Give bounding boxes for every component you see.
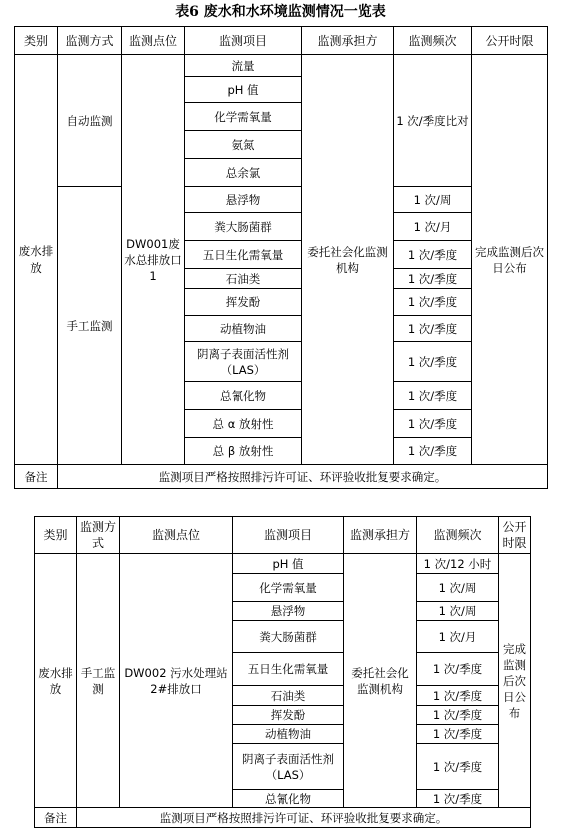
- item-cell: 粪大肠菌群: [185, 213, 302, 241]
- item-cell: 挥发酚: [233, 706, 344, 725]
- item-cell: 悬浮物: [233, 602, 344, 621]
- freq-cell: 1 次/季度: [417, 653, 499, 686]
- method-cell: 手工监测: [77, 554, 120, 808]
- header-cell: 类别: [35, 517, 77, 554]
- item-cell: 氨氮: [185, 131, 302, 159]
- item-cell: 化学需氧量: [185, 103, 302, 131]
- header-cell: 监测方式: [77, 517, 120, 554]
- item-cell: 总余氯: [185, 159, 302, 187]
- note-label: 备注: [35, 808, 77, 828]
- freq-cell: 1 次/季度: [394, 316, 472, 342]
- header-cell: 监测频次: [394, 27, 472, 55]
- method-cell: 手工监测: [58, 187, 122, 465]
- point-cell: DW001废水总排放口 1: [122, 55, 185, 465]
- item-cell: 总 β 放射性: [185, 438, 302, 465]
- header-cell: 监测承担方: [302, 27, 394, 55]
- note-text: 监测项目严格按照排污许可证、环评验收批复要求确定。: [58, 465, 548, 489]
- disclosure-cell: 完成监测后次日公布: [499, 554, 531, 808]
- freq-cell: 1 次/季度比对: [394, 55, 472, 187]
- note-label: 备注: [15, 465, 58, 489]
- table-row: [35, 554, 531, 574]
- note-text: 监测项目严格按照排污许可证、环评验收批复要求确定。: [77, 808, 531, 828]
- table-header-row: [35, 517, 531, 554]
- freq-cell: 1 次/季度: [417, 790, 499, 808]
- freq-cell: 1 次/月: [417, 621, 499, 653]
- item-cell: 流量: [185, 55, 302, 77]
- note-row: [35, 808, 531, 828]
- point-cell: DW002 污水处理站 2#排放口: [120, 554, 233, 808]
- freq-cell: 1 次/周: [417, 602, 499, 621]
- item-cell: 动植物油: [185, 316, 302, 342]
- undertaker-cell: 委托社会化监测机构: [302, 55, 394, 465]
- item-cell: 阴离子表面活性剂（LAS）: [185, 342, 302, 382]
- freq-cell: 1 次/季度: [417, 686, 499, 706]
- monitoring-table-2: [34, 516, 531, 828]
- item-cell: 悬浮物: [185, 187, 302, 213]
- header-cell: 公开时限: [472, 27, 548, 55]
- header-cell: 监测项目: [233, 517, 344, 554]
- freq-cell: 1 次/季度: [394, 269, 472, 289]
- freq-cell: 1 次/12 小时: [417, 554, 499, 574]
- header-cell: 监测频次: [417, 517, 499, 554]
- item-cell: 石油类: [233, 686, 344, 706]
- header-cell: 监测点位: [120, 517, 233, 554]
- freq-cell: 1 次/季度: [394, 438, 472, 465]
- item-cell: pH 值: [233, 554, 344, 574]
- item-cell: 阴离子表面活性剂（LAS）: [233, 744, 344, 790]
- freq-cell: 1 次/季度: [417, 744, 499, 790]
- header-cell: 监测承担方: [344, 517, 417, 554]
- undertaker-cell: 委托社会化监测机构: [344, 554, 417, 808]
- header-cell: 监测方式: [58, 27, 122, 55]
- item-cell: 总氰化物: [233, 790, 344, 808]
- note-row: [15, 465, 548, 489]
- freq-cell: 1 次/月: [394, 213, 472, 241]
- item-cell: 石油类: [185, 269, 302, 289]
- freq-cell: 1 次/周: [394, 187, 472, 213]
- item-cell: 总氰化物: [185, 382, 302, 410]
- item-cell: pH 值: [185, 77, 302, 103]
- method-cell: 自动监测: [58, 55, 122, 187]
- freq-cell: 1 次/季度: [417, 706, 499, 725]
- category-cell: 废水排放: [15, 55, 58, 465]
- monitoring-table-1: [14, 26, 548, 489]
- item-cell: 动植物油: [233, 725, 344, 744]
- item-cell: 挥发酚: [185, 289, 302, 316]
- table-row: [15, 187, 548, 213]
- item-cell: 五日生化需氧量: [185, 241, 302, 269]
- freq-cell: 1 次/季度: [417, 725, 499, 744]
- header-cell: 监测项目: [185, 27, 302, 55]
- header-cell: 类别: [15, 27, 58, 55]
- header-cell: 公开时限: [499, 517, 531, 554]
- freq-cell: 1 次/周: [417, 574, 499, 602]
- freq-cell: 1 次/季度: [394, 289, 472, 316]
- page-title: 表6 废水和水环境监测情况一览表: [175, 4, 386, 20]
- item-cell: 五日生化需氧量: [233, 653, 344, 686]
- freq-cell: 1 次/季度: [394, 410, 472, 438]
- freq-cell: 1 次/季度: [394, 382, 472, 410]
- disclosure-cell: 完成监测后次日公布: [472, 55, 548, 465]
- item-cell: 总 α 放射性: [185, 410, 302, 438]
- freq-cell: 1 次/季度: [394, 241, 472, 269]
- freq-cell: 1 次/季度: [394, 342, 472, 382]
- item-cell: 粪大肠菌群: [233, 621, 344, 653]
- table-header-row: [15, 27, 548, 55]
- table-row: [15, 55, 548, 77]
- item-cell: 化学需氧量: [233, 574, 344, 602]
- category-cell: 废水排放: [35, 554, 77, 808]
- header-cell: 监测点位: [122, 27, 185, 55]
